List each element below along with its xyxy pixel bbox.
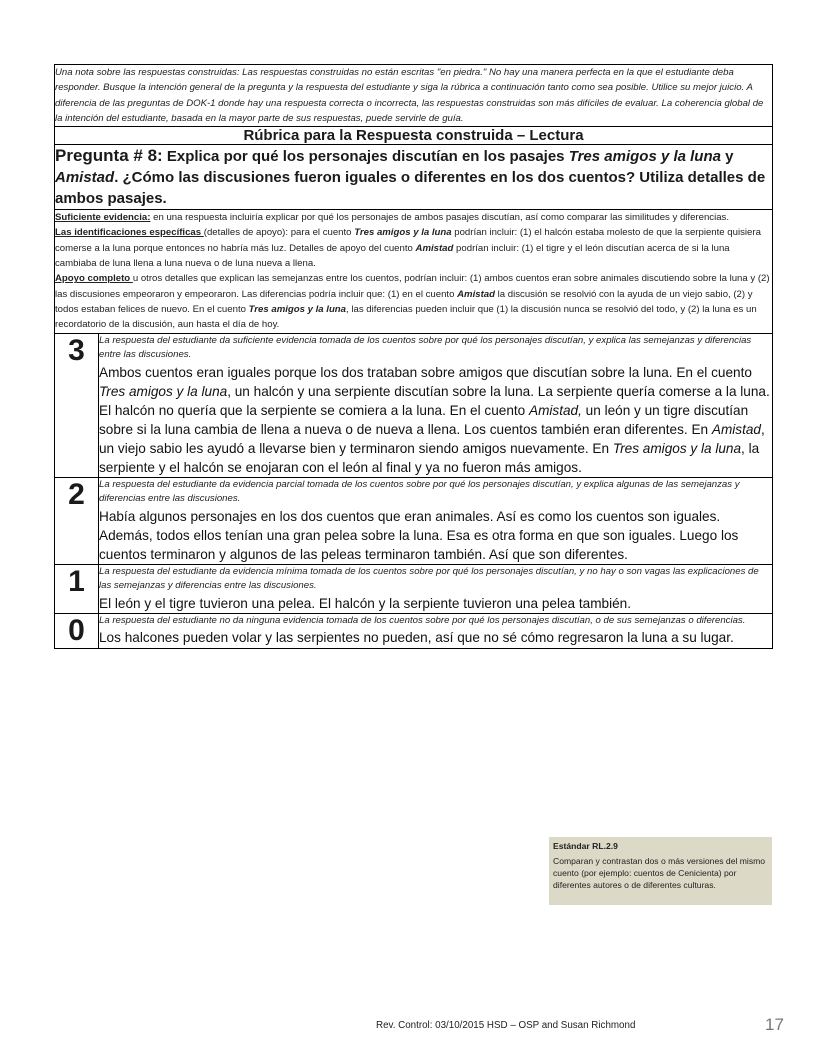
story-title: Tres amigos y la luna — [99, 383, 228, 399]
story-title: Tres amigos y la luna — [612, 440, 742, 456]
sufficient-evidence-paragraph — [55, 210, 772, 225]
score-value: 0 — [55, 613, 99, 648]
score-value: 1 — [55, 564, 99, 613]
answer-text: , la serpiente y el halcón se enojaran con el león al final y ya no fueron más amigos. — [99, 440, 760, 475]
score-value: 3 — [55, 333, 99, 477]
question-text: y — [720, 148, 734, 166]
answer-text: , un viejo sabio les ayudó a llevarse bien y terminaron siendo amigos nuevamente. En — [99, 421, 765, 456]
score-row — [55, 477, 773, 564]
constructed-response-note: Una nota sobre las respuestas construidas: Las respuestas construidas no están escritas "en piedra." No hay una manera perfecta en la que el estudiante deba responder. Busque la intención general de la pregunta y la respuesta del estudiante y siga la rúbrica a continuación tanto como sea posible. Utilice su mejor juicio. A diferencia de las preguntas de DOK-1 donde hay una respuesta correcta o incorrecta, las respuestas construidas son más difíciles de evaluar. La coherencia global de la intención del estudiante, basada en la mayor parte de sus respuestas, puede servirle de guía. — [55, 65, 773, 127]
evidence-text: u otros detalles que explican las semejanzas entre los cuentos, podrían incluir: (1) ambos cuentos eran sobre animales discutiendo sobre la luna y (2) las discusiones empeoraron y empeoraron. Las diferencias podría incluir que: (1) en el cuento — [55, 273, 770, 300]
score-row — [55, 564, 773, 613]
evidence-label: Las identificaciones específicas — [55, 227, 204, 239]
question-text: Explica por qué los personajes discutían en los pasajes — [162, 148, 569, 166]
evidence-text: podrían incluir: (1) el halcón estaba molesto de que la serpiente quisiera comerse a la luna porque entonces no habría más luz. Detalles de apoyo del cuento — [55, 227, 761, 254]
score-description: La respuesta del estudiante no da ninguna evidencia tomada de los cuentos sobre por qué los personajes discutían, o de sus semejanzas o diferencias. — [99, 614, 746, 626]
rubric-table — [54, 64, 773, 649]
score-row — [55, 613, 773, 648]
evidence-text: , las diferencias pueden incluir que (1) la discusión nunca se resolvió del todo, y (2) la luna es un recordatorio de la discusión, aun hasta el día de hoy. — [55, 303, 757, 331]
page-number: 17 — [765, 1015, 784, 1034]
score-row — [55, 333, 773, 477]
evidence-text: podrían incluir: (1) el tigre y el león discutían acerca de si la luna cambiaba de luna llena a luna nueva o de luna nueva a llena. — [55, 242, 730, 270]
question-prompt — [55, 145, 773, 210]
evidence-label: Apoyo completo — [55, 273, 133, 285]
score-response — [99, 564, 773, 613]
story-title: Amistad — [711, 421, 761, 437]
sample-answer: Había algunos personajes en los dos cuentos que eran animales. Así es como los cuentos son iguales. Además, todos ellos tenían una gran pelea sobre la luna. Esa es otra forma en que son iguales. Luego los cuentos terminaron y algunos de las peleas terminaron también. Así que son diferentes. — [99, 508, 739, 562]
story-title: Tres amigos y la luna — [248, 303, 347, 315]
story-title: Amistad, — [529, 402, 582, 418]
revision-footer: Rev. Control: 03/10/2015 HSD – OSP and Susan Richmond — [376, 1020, 636, 1031]
sample-answer: Los halcones pueden volar y las serpientes no pueden, así que no sé cómo regresaron la luna a su lugar. — [99, 630, 734, 646]
evidence-text: en una respuesta incluiría explicar por qué los personajes de ambos pasajes discutían, así como comparar las similitudes y diferencias. — [150, 212, 730, 224]
answer-text: un león y un tigre discutían sobre si la luna cambia de llena a nueva o de nueva a llena. Los cuentos también eran diferentes. En — [99, 402, 749, 437]
evidence-label: Suficiente evidencia: — [55, 212, 151, 224]
story-title: Tres amigos y la luna — [568, 148, 721, 166]
score-description: La respuesta del estudiante da evidencia mínima tomada de los cuentos sobre por qué los personajes discutían, y no hay o son vagas las explicaciones de las semejanzas y diferencias entre las discusiones. — [99, 565, 759, 592]
score-response — [99, 613, 773, 648]
sample-answer — [99, 363, 772, 477]
score-description: La respuesta del estudiante da suficiente evidencia tomada de los cuentos sobre por qué los personajes discutían, y explica las semejanzas y diferencias entre las discusiones. — [99, 334, 752, 361]
evidence-guidelines — [55, 210, 773, 333]
standard-title: Estándar RL.2.9 — [553, 841, 618, 851]
question-label: Pregunta # 8: — [55, 146, 163, 166]
score-response — [99, 477, 773, 564]
score-value: 2 — [55, 477, 99, 564]
score-description: La respuesta del estudiante da evidencia parcial tomada de los cuentos sobre por qué los personajes discutían, y explica algunas de las semejanzas y diferencias entre las discusiones. — [99, 478, 740, 505]
answer-text: , un halcón y una serpiente discutían sobre la luna. La serpiente quería comerse a la luna. El halcón no quería que la serpiente se comiera a la luna. En el cuento — [99, 383, 770, 418]
question-text: . ¿Cómo las discusiones fueron iguales o diferentes en los dos cuentos? Utiliza detalles de ambos pasajes. — [55, 169, 766, 208]
standard-box — [549, 837, 772, 905]
story-title: Tres amigos y la luna — [354, 227, 452, 239]
story-title: Amistad — [457, 288, 495, 300]
answer-text: Ambos cuentos eran iguales porque los dos trataban sobre amigos que discutían sobre la luna. En el cuento — [99, 364, 752, 380]
story-title: Amistad — [55, 169, 115, 187]
standard-text: Comparan y contrastan dos o más versiones del mismo cuento (por ejemplo: cuentos de Cenicienta) por diferentes autores o de diferentes culturas. — [553, 856, 766, 890]
evidence-text: la discusión se resolvió con la ayuda de un viejo sabio, (2) y todos estaban felices de nuevo. En el cuento — [55, 288, 753, 315]
specific-identification-paragraph — [55, 225, 772, 271]
story-title: Amistad — [415, 242, 454, 254]
rubric-title: Rúbrica para la Respuesta construida – Lectura — [55, 127, 773, 145]
sample-answer: El león y el tigre tuvieron una pelea. El halcón y la serpiente tuvieron una pelea también. — [99, 595, 632, 611]
score-response — [99, 333, 773, 477]
complete-support-paragraph — [55, 271, 772, 332]
evidence-text: (detalles de apoyo): para el cuento — [203, 227, 355, 239]
